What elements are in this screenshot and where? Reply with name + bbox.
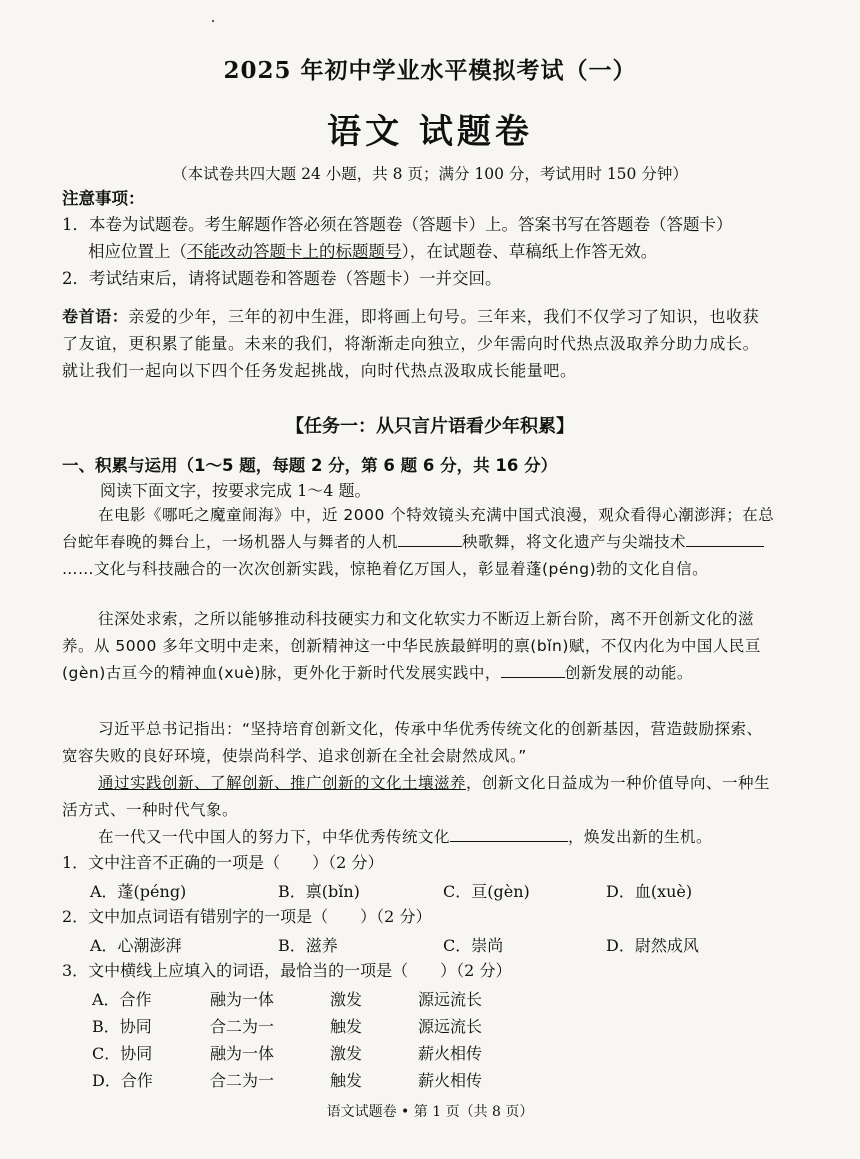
question-3-row-a-col-2: 融为一体 xyxy=(210,990,275,1009)
preface xyxy=(62,303,774,384)
answer-blank xyxy=(450,827,568,842)
question-2-stem: 2．文中加点词语有错别字的一项是（ ）（2 分） xyxy=(62,907,432,926)
passage-paragraph-2 xyxy=(62,606,778,687)
question-3-row-c-col-2: 融为一体 xyxy=(210,1044,275,1063)
notice-item-2: 2．考试结束后，请将试题卷和答题卷（答题卡）一并交回。 xyxy=(62,269,502,288)
question-3-row-c-col-3: 激发 xyxy=(330,1044,363,1063)
p5-text-a: 在一代又一代中国人的努力下，中华优秀传统文化 xyxy=(98,828,451,846)
question-1-stem: 1．文中注音不正确的一项是（ ）（2 分） xyxy=(62,853,384,872)
p5-text-b: ，焕发出新的生机。 xyxy=(568,828,713,846)
answer-blank xyxy=(398,532,462,547)
question-3-row-a-col-3: 激发 xyxy=(330,990,363,1009)
question-3-row-b-col-3: 触发 xyxy=(330,1017,363,1036)
exam-title: 2025 年初中学业水平模拟考试（一） xyxy=(223,57,637,84)
p1-text-a: 在电影《哪吒之魔童闹海》中，近 2000 个特效镜头充满中国式浪漫，观众看得心潮澎湃；在总台蛇年春晚的舞台上，一场机器人与舞者的人机 xyxy=(62,506,775,551)
paper-info: （本试卷共四大题 24 小题，共 8 页；满分 100 分，考试用时 150 分钟） xyxy=(172,165,688,183)
p4-underlined-sentence: 通过实践创新、了解创新、推广创新的文化土壤滋养 xyxy=(98,774,467,792)
reading-instruction: 阅读下面文字，按要求完成 1～4 题。 xyxy=(100,481,371,500)
question-3-row-b-col-2: 合二为一 xyxy=(210,1017,275,1036)
notice-heading: 注意事项： xyxy=(62,189,145,208)
passage-paragraph-3 xyxy=(62,716,778,770)
passage-paragraph-1 xyxy=(62,502,778,583)
question-1-option-d: D．血(xuè) xyxy=(606,882,693,901)
preface-lead: 卷首语： xyxy=(62,307,129,326)
question-3-row-b-col-1: B．协同 xyxy=(92,1017,152,1036)
question-3-row-d-col-3: 触发 xyxy=(330,1071,363,1090)
passage-paragraph-5 xyxy=(62,824,778,851)
question-1-option-a: A．蓬(péng) xyxy=(90,882,187,901)
answer-blank xyxy=(686,532,764,547)
question-3-row-d-col-1: D．合作 xyxy=(92,1071,153,1090)
preface-text: 亲爱的少年，三年的初中生涯，即将画上句号。三年来，我们不仅学习了知识，也收获了友谊，更积累了能量。未来的我们，将渐渐走向独立，少年需向时代热点汲取养分助力成长。就让我们一起向以下四个任务发起挑战，向时代热点汲取成长能量吧。 xyxy=(62,307,760,380)
notice-item-1-pre: 相应位置上（ xyxy=(88,242,187,261)
question-3-row-b-col-4: 源远流长 xyxy=(418,1017,483,1036)
question-2-option-c: C．崇尚 xyxy=(443,936,504,955)
question-1-option-b: B．禀(bǐn) xyxy=(278,882,360,901)
question-3-row-d-col-2: 合二为一 xyxy=(210,1071,275,1090)
p1-text-c: ……文化与科技融合的一次次创新实践，惊艳着亿万国人，彰显着蓬(péng)勃的文化自信。 xyxy=(62,560,709,578)
p2-text-a: 往深处求索，之所以能够推动科技硬实力和文化软实力不断迈上新台阶，离不开创新文化的滋养。从 5000 多年文明中走来，创新精神这一中华民族最鲜明的禀(bǐn)赋，不仅内化为中国人民亘(gèn)古亘今的精神血(xuè)脉，更外化于新时代发展实践中， xyxy=(62,610,761,682)
question-3-row-a-col-1: A．合作 xyxy=(92,990,152,1009)
answer-blank xyxy=(501,663,565,678)
passage-paragraph-4 xyxy=(62,770,778,824)
question-3-row-c-col-4: 薪火相传 xyxy=(418,1044,483,1063)
notice-item-1-underlined: 不能改动答题卡上的标题题号 xyxy=(187,242,402,261)
notice-item-1-cont xyxy=(88,238,828,265)
scan-speck xyxy=(212,20,214,22)
section-heading: 一、积累与运用（1～5 题，每题 2 分，第 6 题 6 分，共 16 分） xyxy=(62,456,558,475)
notice-item-1: 1．本卷为试题卷。考生解题作答必须在答题卷（答题卡）上。答案书写在答题卷（答题卡） xyxy=(62,215,733,234)
question-3-stem: 3．文中横线上应填入的词语，最恰当的一项是（ ）（2 分） xyxy=(62,961,512,980)
p1-text-b: 秧歌舞，将文化遗产与尖端技术 xyxy=(462,533,687,551)
paper-title: 语文 试题卷 xyxy=(327,112,533,152)
p3-text: 习近平总书记指出：“坚持培育创新文化，传承中华优秀传统文化的创新基因，营造鼓励探索、宽容失败的良好环境，使崇尚科学、追求创新在全社会尉然成风。” xyxy=(62,720,763,765)
question-2-option-b: B．滋养 xyxy=(278,936,338,955)
p2-text-b: 创新发展的动能。 xyxy=(564,664,693,682)
task-title: 【任务一：从只言片语看少年积累】 xyxy=(286,416,574,437)
question-3-row-a-col-4: 源远流长 xyxy=(418,990,483,1009)
question-2-option-a: A．心潮澎湃 xyxy=(90,936,182,955)
question-2-option-d: D．尉然成风 xyxy=(606,936,699,955)
question-3-row-c-col-1: C．协同 xyxy=(92,1044,153,1063)
p4-text: ，创新文化日益成为一种价值导向、一种生活方式、一种时代气象。 xyxy=(62,774,771,819)
page-footer: 语文试题卷 • 第 1 页（共 8 页） xyxy=(326,1104,534,1120)
notice-item-1-post: ），在试题卷、草稿纸上作答无效。 xyxy=(401,242,658,261)
question-3-row-d-col-4: 薪火相传 xyxy=(418,1071,483,1090)
question-1-option-c: C．亘(gèn) xyxy=(443,882,530,901)
